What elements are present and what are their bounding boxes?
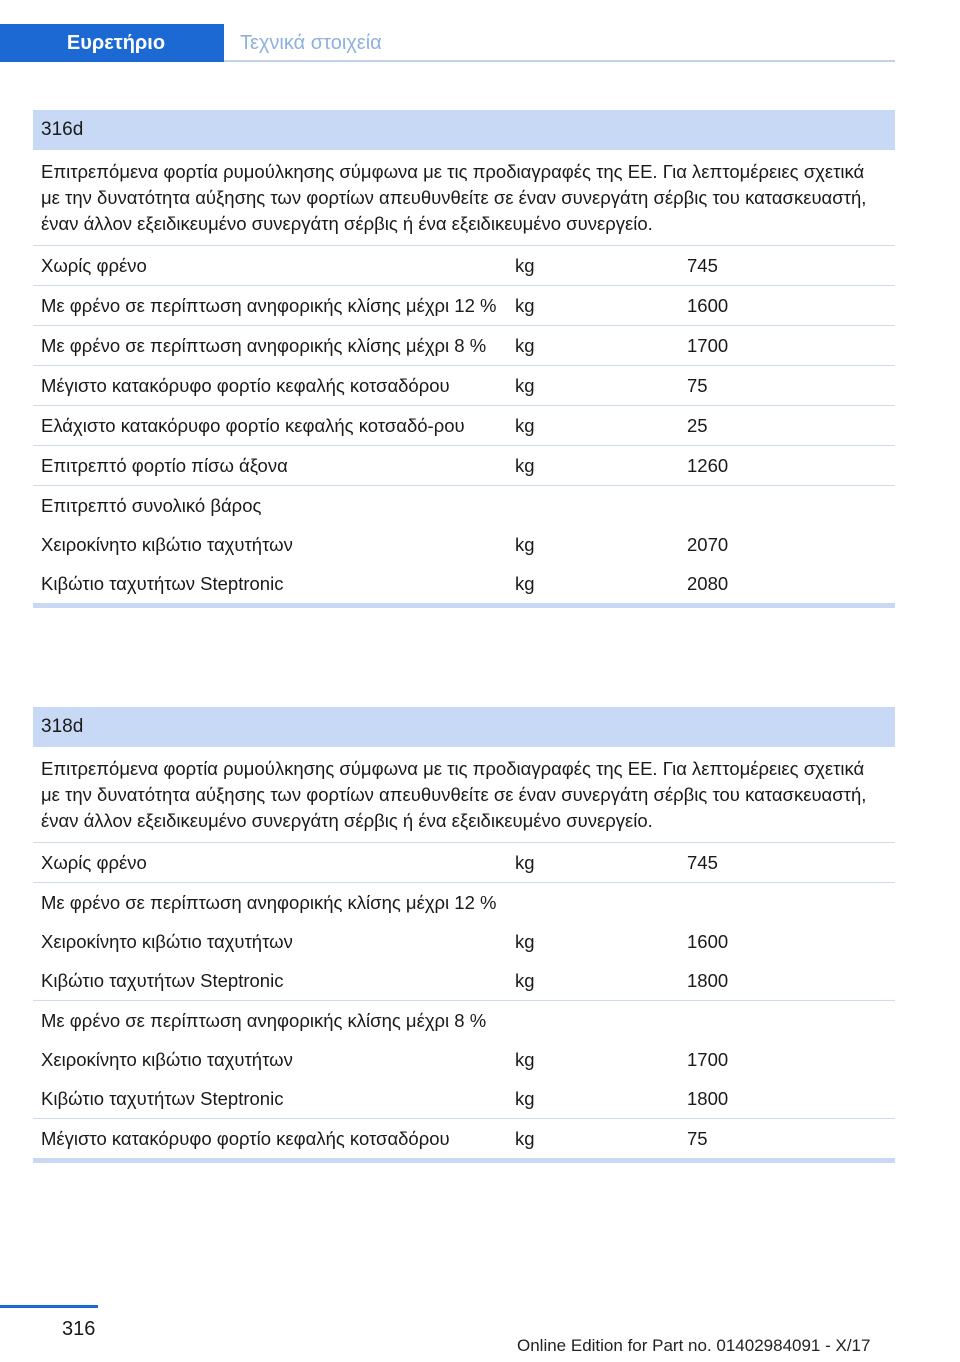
row-unit: kg — [515, 852, 535, 873]
row-unit: kg — [515, 455, 535, 476]
table-row — [33, 1040, 895, 1079]
row-label: Χειροκίνητο κιβώτιο ταχυτήτων — [41, 931, 293, 952]
table-title: 318d — [33, 707, 895, 747]
row-unit: kg — [515, 415, 535, 436]
row-value — [687, 1001, 895, 1040]
table-row — [33, 406, 895, 446]
row-unit: kg — [515, 335, 535, 356]
row-unit: kg — [515, 375, 535, 396]
row-label: Επιτρεπτό φορτίο πίσω άξονα — [41, 455, 288, 476]
row-value: 1600 — [687, 295, 729, 316]
tab-technical-data[interactable]: Τεχνικά στοιχεία — [240, 31, 382, 54]
table-row — [33, 446, 895, 486]
row-value: 745 — [687, 852, 718, 873]
row-unit: kg — [515, 970, 535, 991]
table-row — [33, 1119, 895, 1158]
row-unit: kg — [515, 534, 535, 555]
row-label: Χωρίς φρένο — [41, 852, 147, 873]
row-value: 1700 — [687, 335, 729, 356]
table-end-bar — [33, 1158, 895, 1163]
row-label: Με φρένο σε περίπτωση ανηφορικής κλίσης μέχρι 12 % — [41, 892, 497, 913]
row-label: Με φρένο σε περίπτωση ανηφορικής κλίσης μέχρι 8 % — [41, 1010, 487, 1031]
header-tabs — [0, 24, 895, 62]
row-label: Χειροκίνητο κιβώτιο ταχυτήτων — [41, 534, 293, 555]
row-label: Επιτρεπτό συνολικό βάρος — [41, 495, 262, 516]
row-value: 1800 — [687, 970, 729, 991]
footer-accent-line — [0, 1305, 98, 1308]
page-number: 316 — [62, 1318, 96, 1340]
row-label: Με φρένο σε περίπτωση ανηφορικής κλίσης μέχρι 8 % — [41, 335, 487, 356]
row-unit — [515, 486, 687, 525]
tab-index[interactable]: Ευρετήριο — [0, 24, 224, 62]
table-row — [33, 1079, 895, 1119]
table-row — [33, 286, 895, 326]
table-title: 316d — [33, 110, 895, 150]
row-unit: kg — [515, 295, 535, 316]
row-value: 2080 — [687, 573, 729, 594]
table-row — [33, 564, 895, 603]
table-row — [33, 883, 895, 922]
edition-note: Online Edition for Part no. 01402984091 - X/17 — [517, 1336, 871, 1355]
tab-underline — [224, 60, 895, 62]
table-row — [33, 486, 895, 525]
row-unit: kg — [515, 573, 535, 594]
table-end-bar — [33, 603, 895, 608]
table-row — [33, 1001, 895, 1040]
row-value: 1260 — [687, 455, 729, 476]
row-unit — [515, 1001, 687, 1040]
table-intro: Επιτρεπόμενα φορτία ρυμούλκησης σύμφωνα με τις προδιαγραφές της ΕΕ. Για λεπτομέρειες σχετικά με την δυνατότητα αύξησης των φορτίων απευθυνθείτε σε έναν συνεργάτη σέρβις του κατασκευαστή, έναν άλλον εξειδικευμένο συνεργάτη σέρβις ή ένα εξειδικευμένο συνεργείο. — [33, 747, 895, 843]
row-label: Χωρίς φρένο — [41, 255, 147, 276]
row-value: 745 — [687, 255, 718, 276]
row-unit: kg — [515, 1088, 535, 1109]
row-value: 1600 — [687, 931, 729, 952]
table-row — [33, 961, 895, 1001]
table-row — [33, 843, 895, 883]
row-value: 1700 — [687, 1049, 729, 1070]
table-row — [33, 366, 895, 406]
row-value: 1800 — [687, 1088, 729, 1109]
row-label: Κιβώτιο ταχυτήτων Steptronic — [41, 1088, 284, 1109]
table-316d — [33, 110, 895, 608]
row-label: Κιβώτιο ταχυτήτων Steptronic — [41, 573, 284, 594]
row-label: Μέγιστο κατακόρυφο φορτίο κεφαλής κοτσαδόρου — [41, 1128, 450, 1149]
table-row — [33, 922, 895, 961]
row-unit: kg — [515, 1049, 535, 1070]
row-value — [687, 883, 895, 922]
row-value: 75 — [687, 375, 708, 396]
table-rows — [33, 246, 895, 603]
table-318d — [33, 707, 895, 1163]
row-label: Μέγιστο κατακόρυφο φορτίο κεφαλής κοτσαδόρου — [41, 375, 450, 396]
table-intro: Επιτρεπόμενα φορτία ρυμούλκησης σύμφωνα με τις προδιαγραφές της ΕΕ. Για λεπτομέρειες σχετικά με την δυνατότητα αύξησης των φορτίων απευθυνθείτε σε έναν συνεργάτη σέρβις του κατασκευαστή, έναν άλλον εξειδικευμένο συνεργάτη σέρβις ή ένα εξειδικευμένο συνεργείο. — [33, 150, 895, 246]
row-label: Κιβώτιο ταχυτήτων Steptronic — [41, 970, 284, 991]
row-unit: kg — [515, 1128, 535, 1149]
row-unit: kg — [515, 931, 535, 952]
table-rows — [33, 843, 895, 1158]
row-value: 2070 — [687, 534, 729, 555]
row-label: Χειροκίνητο κιβώτιο ταχυτήτων — [41, 1049, 293, 1070]
table-row — [33, 525, 895, 564]
row-value: 25 — [687, 415, 708, 436]
row-unit — [515, 883, 687, 922]
table-row — [33, 246, 895, 286]
row-value — [687, 486, 895, 525]
row-label: Με φρένο σε περίπτωση ανηφορικής κλίσης μέχρι 12 % — [41, 295, 497, 316]
row-label: Ελάχιστο κατακόρυφο φορτίο κεφαλής κοτσαδό-ρου — [41, 415, 465, 436]
table-row — [33, 326, 895, 366]
row-unit: kg — [515, 255, 535, 276]
row-value: 75 — [687, 1128, 708, 1149]
